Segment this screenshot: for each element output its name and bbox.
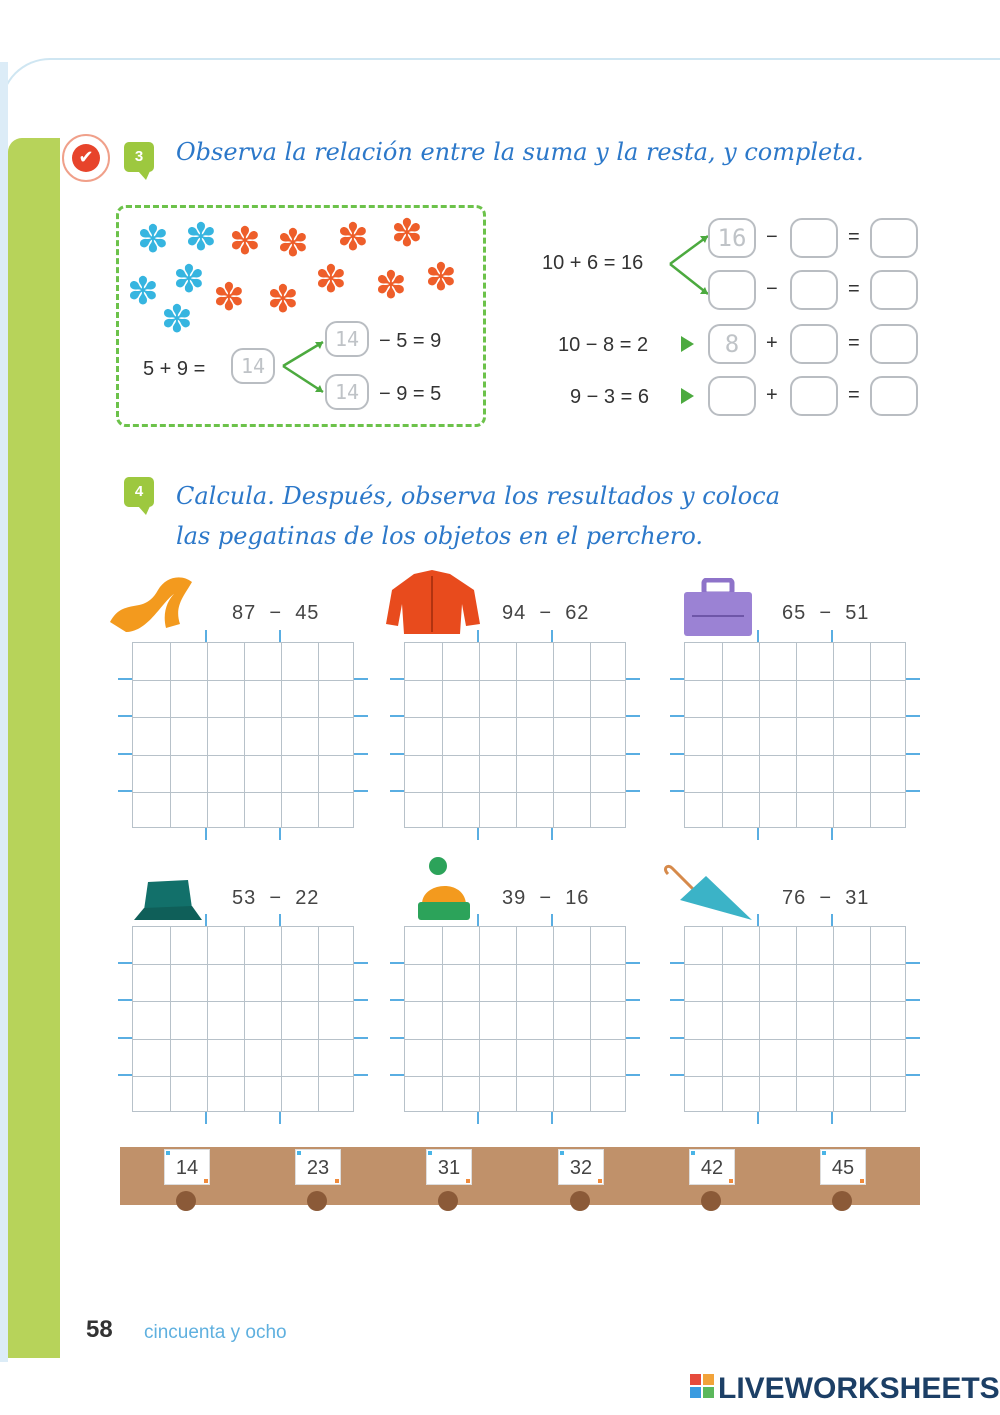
grid-row-marker bbox=[354, 999, 368, 1001]
branch-arrows-icon bbox=[279, 334, 329, 400]
grid-column-marker bbox=[205, 914, 207, 926]
grid-line bbox=[405, 755, 625, 756]
grid-column-marker bbox=[757, 828, 759, 840]
rack-sticker[interactable]: 14 bbox=[164, 1149, 210, 1185]
grid-line bbox=[405, 964, 625, 965]
arrow-right-icon bbox=[681, 388, 694, 404]
grid-line bbox=[405, 717, 625, 718]
grid-line bbox=[759, 643, 760, 827]
item-5-op: − bbox=[539, 887, 553, 909]
calculation-grid-6[interactable] bbox=[684, 926, 906, 1112]
rack-sticker[interactable]: 42 bbox=[689, 1149, 735, 1185]
item-2-subtraction bbox=[502, 602, 589, 625]
grid-row-marker bbox=[906, 999, 920, 1001]
orange-flower-icon: ✽ bbox=[229, 219, 261, 263]
row-3-equals: = bbox=[848, 332, 860, 354]
grid-line bbox=[244, 643, 245, 827]
grid-column-marker bbox=[831, 914, 833, 926]
item-1-a: 87 bbox=[232, 602, 257, 624]
exercise-3-title: Observa la relación entre la suma y la resta, y completa. bbox=[176, 138, 864, 166]
grid-row-marker bbox=[670, 790, 684, 792]
beanie-icon bbox=[416, 856, 472, 926]
orange-flower-icon: ✽ bbox=[425, 255, 457, 299]
grid-line bbox=[479, 643, 480, 827]
grid-line bbox=[318, 927, 319, 1111]
grid-row-marker bbox=[670, 678, 684, 680]
top-band bbox=[0, 0, 1000, 60]
jacket-icon bbox=[384, 568, 484, 638]
page-border-curve bbox=[0, 58, 1000, 138]
calculation-grid-2[interactable] bbox=[404, 642, 626, 828]
flower-example-box bbox=[116, 205, 486, 427]
row-3-equation: 10 − 8 = 2 bbox=[558, 334, 649, 356]
rack-knob bbox=[176, 1191, 196, 1211]
exercise-4-number: 4 bbox=[124, 477, 154, 507]
grid-line bbox=[590, 927, 591, 1111]
rack-knob bbox=[570, 1191, 590, 1211]
grid-line bbox=[833, 643, 834, 827]
side-green-bar bbox=[8, 138, 60, 1358]
row-2-box-3[interactable] bbox=[870, 270, 918, 310]
orange-flower-icon: ✽ bbox=[213, 275, 245, 319]
grid-line bbox=[870, 643, 871, 827]
grid-row-marker bbox=[670, 999, 684, 1001]
row-4-box-3[interactable] bbox=[870, 376, 918, 416]
grid-line bbox=[281, 927, 282, 1111]
liveworksheets-brand bbox=[690, 1372, 1000, 1406]
grid-column-marker bbox=[757, 1112, 759, 1124]
item-4-b: 22 bbox=[295, 887, 320, 909]
grid-line bbox=[281, 643, 282, 827]
grid-line bbox=[722, 643, 723, 827]
grid-row-marker bbox=[390, 1037, 404, 1039]
grid-row-marker bbox=[670, 1074, 684, 1076]
page-number-words: cincuenta y ocho bbox=[144, 1322, 287, 1343]
calculation-grid-1[interactable] bbox=[132, 642, 354, 828]
rack-sticker[interactable]: 31 bbox=[426, 1149, 472, 1185]
rack-knob bbox=[832, 1191, 852, 1211]
grid-line bbox=[405, 680, 625, 681]
grid-row-marker bbox=[670, 962, 684, 964]
grid-row-marker bbox=[118, 999, 132, 1001]
grid-row-marker bbox=[118, 1074, 132, 1076]
grid-line bbox=[516, 643, 517, 827]
grid-column-marker bbox=[551, 630, 553, 642]
grid-line bbox=[133, 964, 353, 965]
grid-row-marker bbox=[626, 790, 640, 792]
grid-row-marker bbox=[354, 678, 368, 680]
example-sum-result: 14 bbox=[231, 348, 275, 384]
rack-sticker[interactable]: 45 bbox=[820, 1149, 866, 1185]
umbrella-icon bbox=[660, 864, 756, 924]
grid-line bbox=[133, 680, 353, 681]
grid-column-marker bbox=[551, 828, 553, 840]
example-sub1-rest: − 5 = 9 bbox=[379, 330, 442, 352]
row-1-box-1[interactable]: 16 bbox=[708, 218, 756, 258]
row-4-equation: 9 − 3 = 6 bbox=[570, 386, 649, 408]
rack-sticker[interactable]: 32 bbox=[558, 1149, 604, 1185]
grid-line bbox=[685, 717, 905, 718]
blue-flower-icon: ✽ bbox=[185, 215, 217, 259]
grid-column-marker bbox=[477, 828, 479, 840]
grid-column-marker bbox=[831, 828, 833, 840]
grid-line bbox=[207, 643, 208, 827]
grid-row-marker bbox=[670, 753, 684, 755]
grid-row-marker bbox=[118, 962, 132, 964]
grid-line bbox=[553, 927, 554, 1111]
grid-row-marker bbox=[354, 1074, 368, 1076]
item-3-b: 51 bbox=[845, 602, 870, 624]
grid-column-marker bbox=[831, 630, 833, 642]
item-2-a: 94 bbox=[502, 602, 527, 624]
orange-flower-icon: ✽ bbox=[315, 257, 347, 301]
grid-row-marker bbox=[670, 1037, 684, 1039]
grid-row-marker bbox=[626, 962, 640, 964]
grid-line bbox=[442, 643, 443, 827]
grid-line bbox=[590, 643, 591, 827]
grid-row-marker bbox=[390, 753, 404, 755]
grid-line bbox=[133, 1001, 353, 1002]
grid-line bbox=[133, 755, 353, 756]
item-6-op: − bbox=[819, 887, 833, 909]
grid-row-marker bbox=[118, 1037, 132, 1039]
grid-row-marker bbox=[390, 790, 404, 792]
grid-line bbox=[685, 755, 905, 756]
item-4-subtraction bbox=[232, 887, 319, 910]
blue-flower-icon: ✽ bbox=[161, 297, 193, 341]
grid-row-marker bbox=[906, 678, 920, 680]
grid-row-marker bbox=[354, 715, 368, 717]
row-3-box-1[interactable]: 8 bbox=[708, 324, 756, 364]
left-margin-strip bbox=[0, 62, 8, 1362]
grid-row-marker bbox=[354, 753, 368, 755]
grid-line bbox=[685, 964, 905, 965]
rack-knob bbox=[307, 1191, 327, 1211]
grid-line bbox=[796, 643, 797, 827]
grid-line bbox=[479, 927, 480, 1111]
check-icon: ✔ bbox=[72, 144, 100, 172]
row-1-box-2[interactable] bbox=[790, 218, 838, 258]
bag-icon bbox=[682, 578, 754, 638]
grid-row-marker bbox=[626, 999, 640, 1001]
item-6-b: 31 bbox=[845, 887, 870, 909]
calculation-grid-3[interactable] bbox=[684, 642, 906, 828]
grid-line bbox=[405, 1039, 625, 1040]
row-4-box-1[interactable] bbox=[708, 376, 756, 416]
exercise-4-title bbox=[176, 476, 780, 556]
item-3-a: 65 bbox=[782, 602, 807, 624]
grid-line bbox=[685, 1076, 905, 1077]
grid-line bbox=[685, 792, 905, 793]
grid-line bbox=[796, 927, 797, 1111]
grid-column-marker bbox=[205, 828, 207, 840]
grid-line bbox=[516, 927, 517, 1111]
grid-row-marker bbox=[390, 715, 404, 717]
grid-column-marker bbox=[477, 630, 479, 642]
example-sum: 5 + 9 = bbox=[143, 358, 206, 380]
grid-column-marker bbox=[279, 914, 281, 926]
grid-line bbox=[170, 927, 171, 1111]
grid-row-marker bbox=[906, 790, 920, 792]
orange-flower-icon: ✽ bbox=[277, 221, 309, 265]
grid-column-marker bbox=[757, 914, 759, 926]
row-4-op: + bbox=[766, 384, 778, 406]
grid-column-marker bbox=[279, 630, 281, 642]
grid-line bbox=[207, 927, 208, 1111]
orange-flower-icon: ✽ bbox=[375, 263, 407, 307]
item-2-b: 62 bbox=[565, 602, 590, 624]
grid-line bbox=[405, 1001, 625, 1002]
grid-line bbox=[759, 927, 760, 1111]
row-4-box-2[interactable] bbox=[790, 376, 838, 416]
calculation-grid-5[interactable] bbox=[404, 926, 626, 1112]
grid-row-marker bbox=[390, 962, 404, 964]
grid-row-marker bbox=[906, 962, 920, 964]
row-4-equals: = bbox=[848, 384, 860, 406]
exercise-4-title-line-1: Calcula. Después, observa los resultados y coloca bbox=[176, 482, 781, 510]
grid-column-marker bbox=[551, 914, 553, 926]
grid-line bbox=[685, 1001, 905, 1002]
grid-column-marker bbox=[205, 630, 207, 642]
row-1-equals: = bbox=[848, 226, 860, 248]
row-3-op: + bbox=[766, 332, 778, 354]
grid-row-marker bbox=[390, 678, 404, 680]
scarf-icon bbox=[104, 566, 200, 638]
grid-column-marker bbox=[477, 1112, 479, 1124]
liveworksheets-logo-icon bbox=[690, 1374, 716, 1400]
item-5-b: 16 bbox=[565, 887, 590, 909]
item-5-subtraction bbox=[502, 887, 589, 910]
grid-line bbox=[170, 643, 171, 827]
grid-line bbox=[870, 927, 871, 1111]
rack-sticker[interactable]: 23 bbox=[295, 1149, 341, 1185]
grid-line bbox=[405, 1076, 625, 1077]
grid-line bbox=[318, 643, 319, 827]
grid-row-marker bbox=[906, 715, 920, 717]
grid-row-marker bbox=[626, 715, 640, 717]
grid-row-marker bbox=[354, 1037, 368, 1039]
grid-column-marker bbox=[757, 630, 759, 642]
grid-row-marker bbox=[670, 715, 684, 717]
grid-column-marker bbox=[831, 1112, 833, 1124]
grid-row-marker bbox=[626, 678, 640, 680]
grid-column-marker bbox=[279, 1112, 281, 1124]
row-2-box-1[interactable] bbox=[708, 270, 756, 310]
grid-line bbox=[833, 927, 834, 1111]
item-2-op: − bbox=[539, 602, 553, 624]
grid-line bbox=[133, 1039, 353, 1040]
item-4-op: − bbox=[269, 887, 283, 909]
exercise-3-number: 3 bbox=[124, 142, 154, 172]
branch-arrows-icon bbox=[668, 228, 712, 304]
grid-row-marker bbox=[354, 790, 368, 792]
hat-icon bbox=[132, 878, 204, 924]
row-2-op: − bbox=[766, 278, 778, 300]
item-1-subtraction bbox=[232, 602, 319, 625]
item-3-subtraction bbox=[782, 602, 869, 625]
row-2-equals: = bbox=[848, 278, 860, 300]
grid-row-marker bbox=[626, 1074, 640, 1076]
row-3-box-3[interactable] bbox=[870, 324, 918, 364]
grid-row-marker bbox=[118, 715, 132, 717]
row-3-box-2[interactable] bbox=[790, 324, 838, 364]
grid-line bbox=[133, 1076, 353, 1077]
grid-row-marker bbox=[906, 1074, 920, 1076]
grid-line bbox=[133, 717, 353, 718]
row-1-box-3[interactable] bbox=[870, 218, 918, 258]
example-sub2-box: 14 bbox=[325, 374, 369, 410]
grid-line bbox=[685, 1039, 905, 1040]
item-1-op: − bbox=[269, 602, 283, 624]
grid-row-marker bbox=[906, 753, 920, 755]
rack-knob bbox=[701, 1191, 721, 1211]
item-6-a: 76 bbox=[782, 887, 807, 909]
item-4-a: 53 bbox=[232, 887, 257, 909]
blue-flower-icon: ✽ bbox=[137, 217, 169, 261]
grid-line bbox=[553, 643, 554, 827]
calculation-grid-4[interactable] bbox=[132, 926, 354, 1112]
item-3-op: − bbox=[819, 602, 833, 624]
grid-row-marker bbox=[390, 1074, 404, 1076]
grid-column-marker bbox=[551, 1112, 553, 1124]
item-5-a: 39 bbox=[502, 887, 527, 909]
rack-knob bbox=[438, 1191, 458, 1211]
orange-flower-icon: ✽ bbox=[391, 211, 423, 255]
grid-row-marker bbox=[118, 790, 132, 792]
blue-flower-icon: ✽ bbox=[173, 257, 205, 301]
coat-rack bbox=[120, 1147, 920, 1205]
grid-row-marker bbox=[118, 753, 132, 755]
grid-line bbox=[244, 927, 245, 1111]
example-sub2-rest: − 9 = 5 bbox=[379, 383, 442, 405]
grid-column-marker bbox=[205, 1112, 207, 1124]
grid-row-marker bbox=[626, 753, 640, 755]
exercise-4-title-line-2: las pegatinas de los objetos en el perchero. bbox=[176, 522, 704, 550]
grid-row-marker bbox=[906, 1037, 920, 1039]
self-check-badge bbox=[62, 134, 110, 182]
item-1-b: 45 bbox=[295, 602, 320, 624]
grid-row-marker bbox=[390, 999, 404, 1001]
blue-flower-icon: ✽ bbox=[127, 269, 159, 313]
grid-line bbox=[405, 792, 625, 793]
grid-row-marker bbox=[626, 1037, 640, 1039]
row-1-op: − bbox=[766, 226, 778, 248]
row-2-box-2[interactable] bbox=[790, 270, 838, 310]
grid-column-marker bbox=[477, 914, 479, 926]
orange-flower-icon: ✽ bbox=[337, 215, 369, 259]
page-number: 58 bbox=[86, 1316, 113, 1343]
grid-row-marker bbox=[354, 962, 368, 964]
item-6-subtraction bbox=[782, 887, 869, 910]
grid-column-marker bbox=[279, 828, 281, 840]
grid-line bbox=[442, 927, 443, 1111]
grid-line bbox=[133, 792, 353, 793]
grid-line bbox=[722, 927, 723, 1111]
row-1-equation: 10 + 6 = 16 bbox=[542, 252, 644, 274]
orange-flower-icon: ✽ bbox=[267, 277, 299, 321]
grid-line bbox=[685, 680, 905, 681]
grid-row-marker bbox=[118, 678, 132, 680]
example-sub1-box: 14 bbox=[325, 321, 369, 357]
arrow-right-icon bbox=[681, 336, 694, 352]
brand-text: LIVEWORKSHEETS bbox=[718, 1372, 1000, 1405]
